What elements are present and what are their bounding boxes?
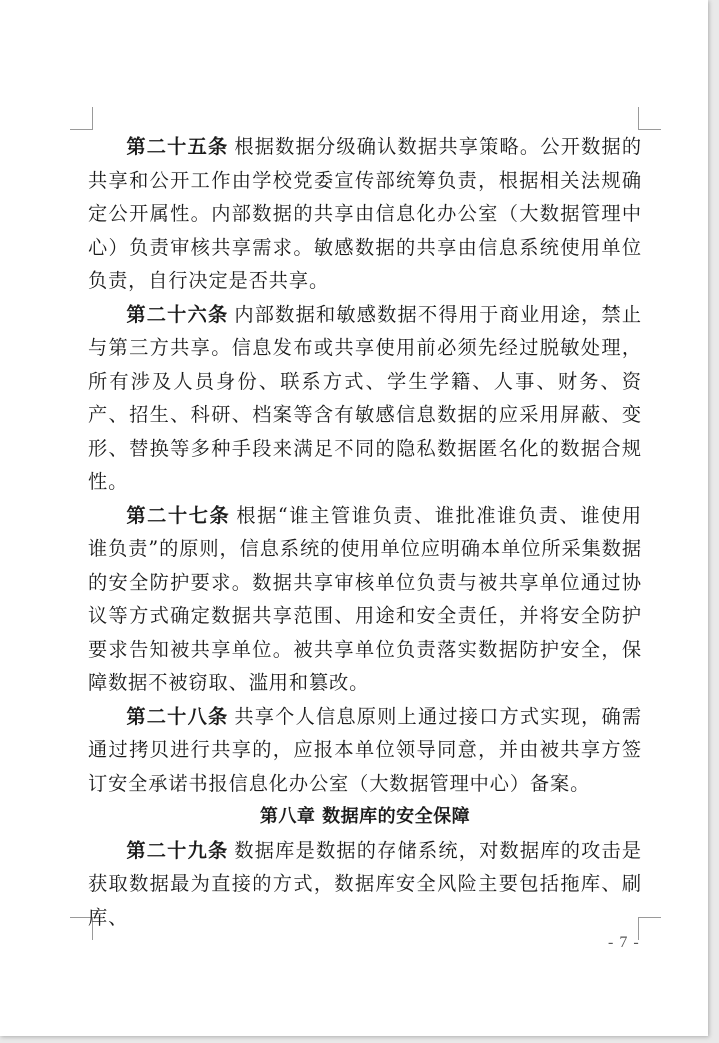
article-28[interactable]	[88, 700, 642, 801]
article-25[interactable]	[88, 130, 642, 298]
article-number: 第二十七条	[126, 503, 231, 527]
article-number: 第二十八条	[126, 704, 229, 728]
article-text: 内部数据和敏感数据不得用于商业用途，禁止与第三方共享。信息发布或共享使用前必须先经过脱敏处理，所有涉及人员身份、联系方式、学生学籍、人事、财务、资产、招生、科研、档案等含有敏感信息数据的应采用屏蔽、变形、替换等多种手段来满足不同的隐私数据匿名化的数据合规性。	[88, 302, 642, 493]
article-26[interactable]	[88, 298, 642, 499]
chapter-heading: 第八章 数据库的安全保障	[259, 806, 471, 827]
margin-corner-top-left	[70, 107, 93, 130]
article-text: 根据“谁主管谁负责、谁批准谁负责、谁使用谁负责”的原则，信息系统的使用单位应明确本单位所采集数据的安全防护要求。数据共享审核单位负责与被共享单位通过协议等方式确定数据共享范围、用途和安全责任，并将安全防护要求告知被共享单位。被共享单位负责落实数据防护安全，保障数据不被窃取、滥用和篡改。	[88, 503, 642, 694]
document-body[interactable]	[88, 130, 642, 934]
article-number: 第二十九条	[126, 838, 229, 862]
article-number: 第二十五条	[126, 135, 229, 158]
margin-corner-top-right	[638, 107, 661, 130]
article-number: 第二十六条	[126, 302, 229, 326]
article-text: 数据库是数据的存储系统，对数据库的攻击是获取数据最为直接的方式，数据库安全风险主要包括拖库、刷库、	[88, 838, 642, 929]
article-27[interactable]	[88, 499, 642, 700]
article-text: 共享个人信息原则上通过接口方式实现，确需通过拷贝进行共享的，应报本单位领导同意，并由被共享方签订安全承诺书报信息化办公室（大数据管理中心）备案。	[88, 704, 642, 795]
article-29[interactable]	[88, 834, 642, 935]
article-text: 根据数据分级确认数据共享策略。公开数据的共享和公开工作由学校党委宣传部统筹负责，根据相关法规确定公开属性。内部数据的共享由信息化办公室（大数据管理中心）负责审核共享需求。敏感数据的共享由信息系统使用单位负责，自行决定是否共享。	[88, 135, 642, 292]
page-number: - 7 -	[608, 934, 640, 951]
